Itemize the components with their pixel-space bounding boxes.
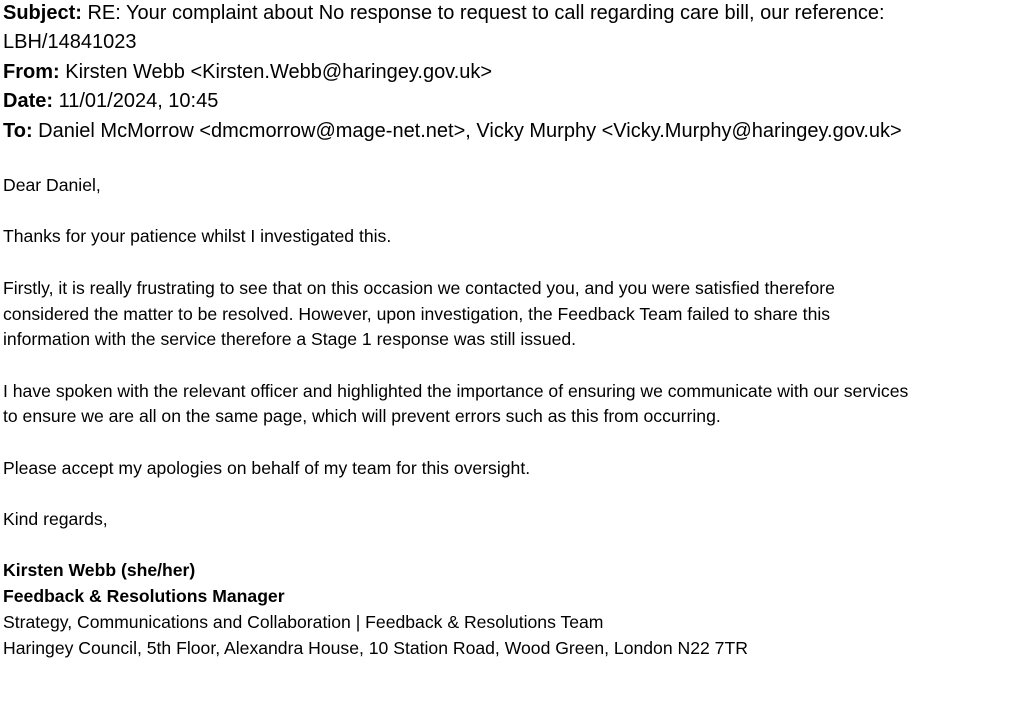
body-paragraph-2: Firstly, it is really frustrating to see that on this occasion we contacted you, and you were satisfied therefore considered the matter to be resolved. However, upon investigation, the Feedback Team failed to share this information with the service therefore a Stage 1 response was still issued.	[3, 277, 835, 350]
closing: Kind regards,	[3, 509, 108, 530]
date-text: 11/01/2024, 10:45	[58, 90, 219, 113]
signature-address: Haringey Council, 5th Floor, Alexandra House, 10 Station Road, Wood Green, London N22 7TR	[3, 637, 748, 658]
subject-label: Subject:	[3, 2, 82, 24]
date-label: Date:	[3, 90, 54, 113]
email-header	[3, 0, 1015, 146]
signature	[3, 558, 1015, 661]
greeting: Dear Daniel,	[3, 175, 101, 196]
date-line	[3, 87, 1015, 116]
to-line	[3, 117, 1015, 146]
signature-title: Feedback & Resolutions Manager	[3, 586, 285, 607]
to-label: To:	[3, 119, 33, 142]
subject-text: RE: Your complaint about No response to request to call regarding care bill, our reference: LBH/14841023	[3, 2, 885, 54]
email-body	[3, 173, 1015, 533]
signature-department: Strategy, Communications and Collaboration | Feedback & Resolutions Team	[3, 611, 604, 632]
from-text: Kirsten Webb <Kirsten.Webb@haringey.gov.uk>	[65, 60, 493, 83]
signature-name: Kirsten Webb (she/her)	[3, 560, 196, 581]
from-line	[3, 58, 1015, 87]
to-text: Daniel McMorrow <dmcmorrow@mage-net.net>, Vicky Murphy <Vicky.Murphy@haringey.gov.uk>	[38, 119, 902, 142]
from-label: From:	[3, 60, 60, 83]
body-paragraph-4: Please accept my apologies on behalf of my team for this oversight.	[3, 457, 531, 478]
body-paragraph-3: I have spoken with the relevant officer and highlighted the importance of ensuring we communicate with our services to ensure we are all on the same page, which will prevent errors such as this from occurring.	[3, 380, 909, 427]
subject-line	[3, 0, 1015, 58]
body-paragraph-1: Thanks for your patience whilst I investigated this.	[3, 226, 392, 247]
